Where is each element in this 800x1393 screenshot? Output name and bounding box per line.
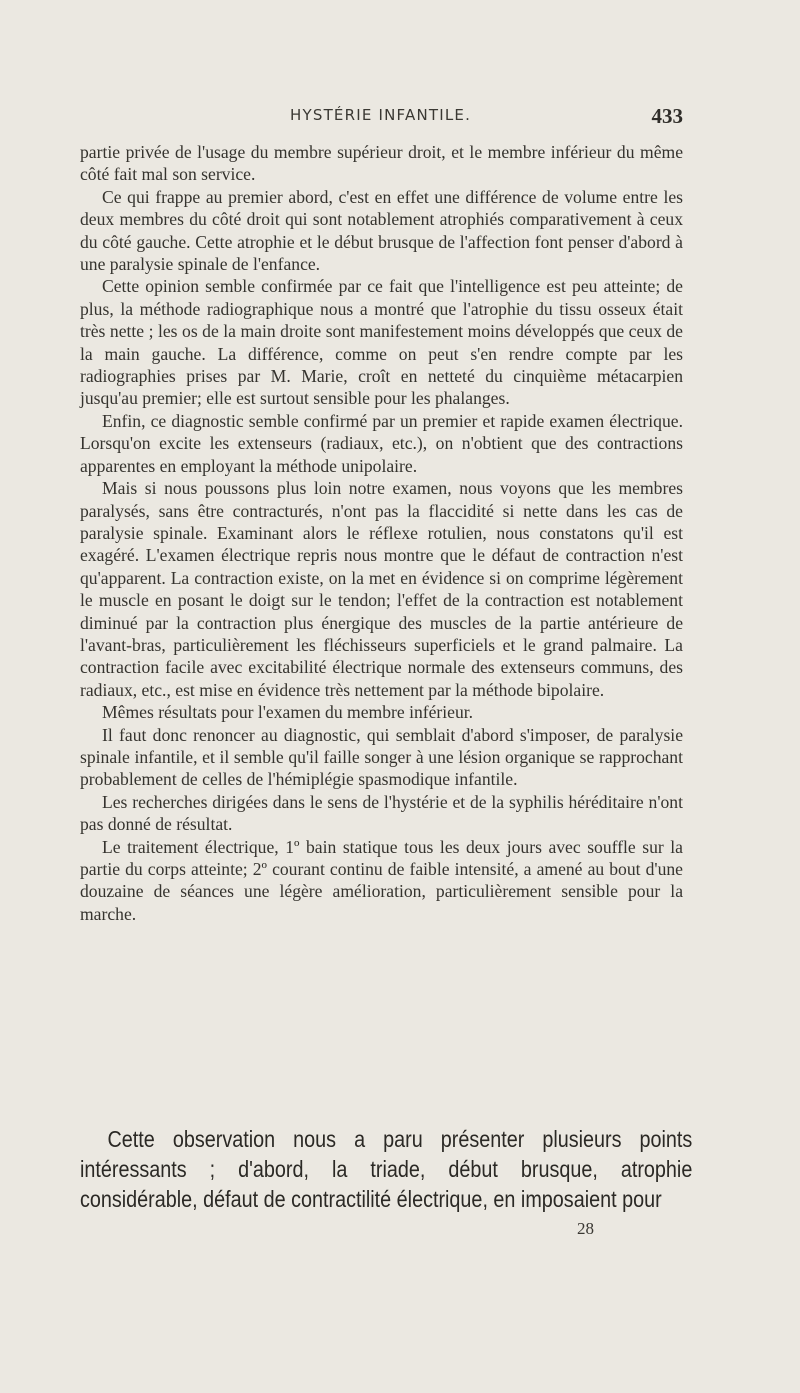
- paragraph: Ce qui frappe au premier abord, c'est en effet une différence de volume entre les deux membres du côté droit qui sont notablement atrophiés comparativement à ceux du côté gauche. Cette atrophie et le début brusque de l'affection font penser d'abord à une paralysie spinale de l'enfance.: [80, 186, 683, 275]
- conclusion-paragraph: [80, 1124, 693, 1214]
- body-text: [80, 141, 683, 925]
- page-header: [80, 104, 683, 128]
- paragraph: Mêmes résultats pour l'examen du membre inférieur.: [102, 702, 474, 723]
- paragraph-continuation: partie privée de l'usage du membre supérieur droit, et le membre inférieur du même côté fait mal son service.: [80, 142, 683, 185]
- paragraph: Enfin, ce diagnostic semble confirmé par un premier et rapide examen électrique. Lorsqu'on excite les extenseurs (radiaux, etc.), on n'obtient que des contractions apparentes en employant la méthode unipolaire.: [80, 410, 683, 476]
- page-number: 433: [651, 104, 683, 128]
- running-head: HYSTÉRIE INFANTILE.: [290, 106, 472, 124]
- paragraph: Le traitement électrique, 1º bain statique tous les deux jours avec souffle sur la partie du corps atteinte; 2º courant continu de faible intensité, a amené au bout d'une douzaine de séances une légère amélioration, particulièrement sensible pour la marche.: [80, 836, 683, 924]
- paragraph: Mais si nous poussons plus loin notre examen, nous voyons que les membres paralysés, sans être contracturés, n'ont pas la flaccidité si nette dans les cas de paralysie spinale. Examinant alors le réflexe rotulien, nous constatons qu'il est exagéré. L'examen électrique repris nous montre que le défaut de contraction n'est qu'apparent. La contraction existe, on la met en évidence si on comprime légèrement le muscle en posant le doigt sur le tendon; l'effet de la contraction est notablement diminué par la contraction plus énergique des muscles de la partie antérieure de l'avant-bras, particulièrement les fléchisseurs superficiels et le grand palmaire. La contraction facile avec excitabilité électrique normale des extenseurs communs, des radiaux, etc., est mise en évidence très nettement par la méthode bipolaire.: [80, 478, 683, 700]
- conclusion-text: Cette observation nous a paru présenter plusieurs points intéressants ; d'abord, la triade, début brusque, atrophie considérable, défaut de contractilité électrique, en imposaient pour: [80, 1126, 693, 1212]
- paragraph: Il faut donc renoncer au diagnostic, qui semblait d'abord s'imposer, de paralysie spinale infantile, et il semble qu'il faille songer à une lésion organique se rapprochant probablement de celles de l'hémiplégie spasmodique infantile.: [80, 724, 683, 790]
- signature-mark: 28: [577, 1219, 594, 1238]
- paragraph: Les recherches dirigées dans le sens de l'hystérie et de la syphilis héréditaire n'ont pas donné de résultat.: [80, 791, 683, 835]
- paragraph: Cette opinion semble confirmée par ce fait que l'intelligence est peu atteinte; de plus, la méthode radiographique nous a montré que l'atrophie du tissu osseux était très nette ; les os de la main droite sont manifestement moins développés que ceux de la main gauche. La différence, comme on peut s'en rendre compte par les radiographies prises par M. Marie, croît en netteté du cinquième métacarpien jusqu'au premier; elle est surtout sensible pour les phalanges.: [80, 276, 683, 409]
